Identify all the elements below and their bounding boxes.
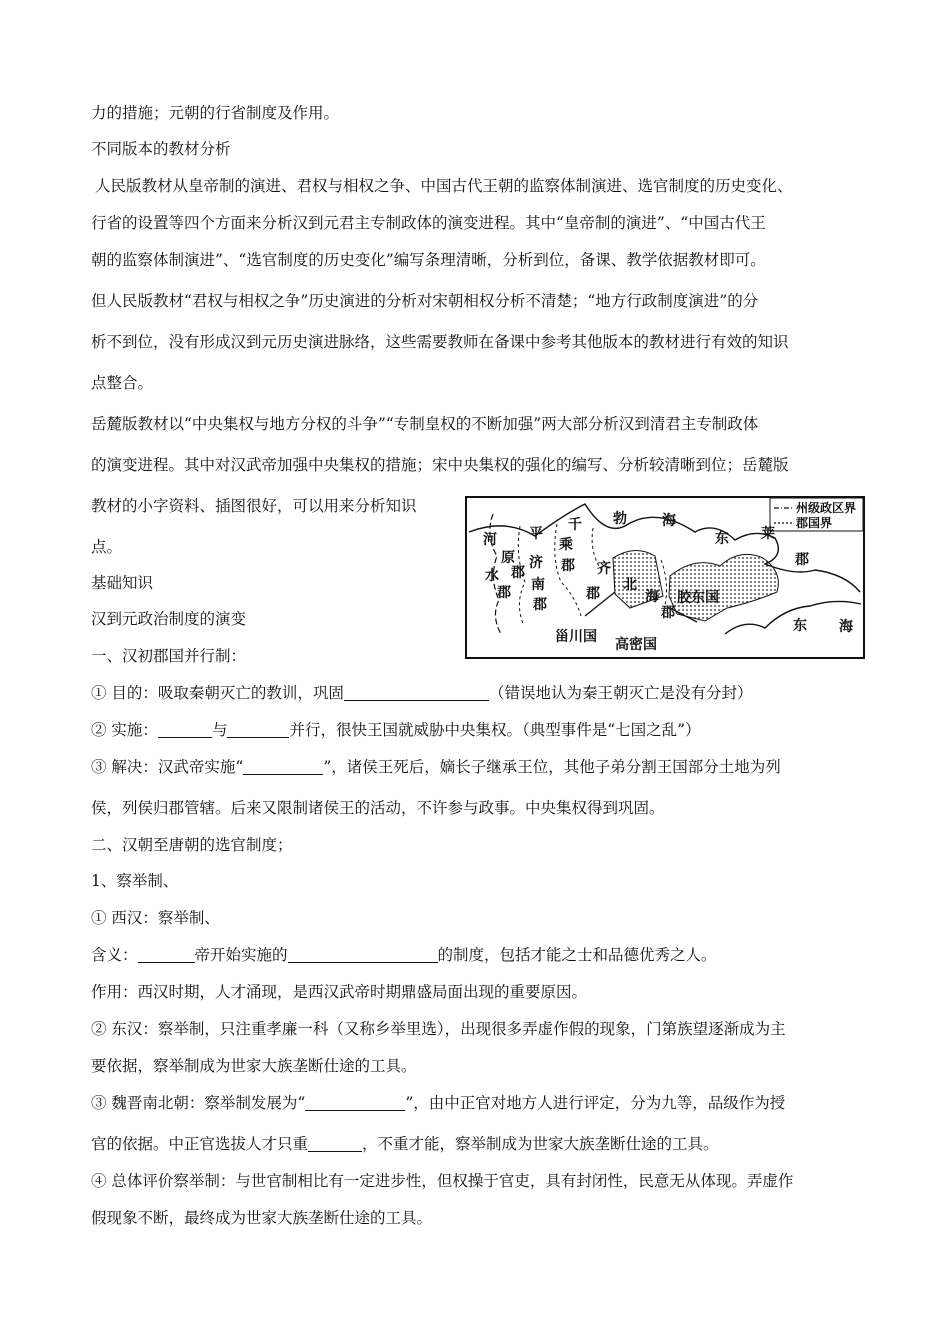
text-segment: （错误地认为秦王朝灭亡是没有分封） xyxy=(488,684,753,702)
answer-blank[interactable] xyxy=(308,1135,362,1152)
answer-blank[interactable] xyxy=(227,721,289,738)
answer-blank[interactable] xyxy=(305,1094,405,1111)
text-segment: 的制度，包括才能之士和品德优秀之人。 xyxy=(437,946,717,964)
text-segment: 并行，很快王国就威胁中央集权。（典型事件是“七国之乱”） xyxy=(289,721,701,739)
question-line xyxy=(91,1133,861,1156)
map-label: 莱 xyxy=(761,526,775,542)
text-segment: ，不重才能，察举制成为世家大族垄断仕途的工具。 xyxy=(362,1135,719,1153)
text-line: 要依据，察举制成为世家大族垄断仕途的工具。 xyxy=(91,1057,417,1075)
map-label: 水 xyxy=(485,568,499,584)
text-line: 行省的设置等四个方面来分析汉到元君主专制政体的演变进程。其中“皇帝制的演进”、“中国古代王 xyxy=(91,214,766,232)
map-label: 胶东国 xyxy=(677,590,719,606)
section-heading: 二、汉朝至唐朝的选官制度； xyxy=(91,836,293,854)
legend-commandery-border-label: 郡国界 xyxy=(796,516,833,530)
section-heading: 汉到元政治制度的演变 xyxy=(91,610,247,628)
text-segment: 与 xyxy=(211,721,228,739)
map-label: 东 xyxy=(793,618,807,634)
map-label: 齐 xyxy=(597,561,611,577)
text-line: 侯，列侯归郡管辖。后来又限制诸侯王的活动，不许参与政事。中央集权得到巩固。 xyxy=(91,799,665,817)
question-line xyxy=(91,682,861,705)
map-label: 乘 xyxy=(559,537,573,553)
text-line: 但人民版教材“君权与相权之争”历史演进的分析对宋朝相权分析不清楚；“地方行政制度演进”的分 xyxy=(91,292,759,310)
map-label: 甾川国 xyxy=(555,629,597,645)
text-line: 人民版教材从皇帝制的演进、君权与相权之争、中国古代王朝的监察体制演进、选官制度的历史变化、 xyxy=(95,177,793,195)
map-label: 郡 xyxy=(795,552,809,568)
section-heading: 不同版本的教材分析 xyxy=(91,140,231,158)
map-label: 郡 xyxy=(497,585,511,601)
text-line: 1、察举制、 xyxy=(91,872,179,890)
text-segment: ”，由中正官对地方人进行评定，分为九等，品级作为授 xyxy=(405,1094,786,1112)
question-line xyxy=(91,944,861,967)
text-line: 点。 xyxy=(91,538,123,556)
map-label: 北 xyxy=(623,577,637,593)
text-line: ① 西汉：察举制、 xyxy=(91,909,220,927)
map-label: 济 xyxy=(529,555,543,571)
answer-blank[interactable] xyxy=(243,758,323,775)
map-label: 平 xyxy=(529,526,543,542)
map-label: 河 xyxy=(483,532,497,548)
text-line: 假现象不断，最终成为世家大族垄断仕途的工具。 xyxy=(91,1209,433,1227)
section-heading: 一、汉初郡国并行制： xyxy=(91,647,247,665)
map-label: 东 xyxy=(715,531,729,547)
question-line xyxy=(91,719,861,742)
text-segment: ③ 解决：汉武帝实施“ xyxy=(91,758,244,776)
answer-blank[interactable] xyxy=(138,946,195,963)
map-label: 海 xyxy=(839,619,853,635)
text-line: 的演变进程。其中对汉武帝加强中央集权的措施；宋中央集权的强化的编写、分析较清晰到位；岳麓版 xyxy=(91,456,789,474)
question-line xyxy=(91,756,861,779)
answer-blank[interactable] xyxy=(158,721,212,738)
answer-blank[interactable] xyxy=(288,946,438,963)
map-label: 郡 xyxy=(661,605,675,621)
answer-blank[interactable] xyxy=(344,684,489,701)
text-segment: ① 目的：吸取秦朝灭亡的教训，巩固 xyxy=(91,684,344,702)
map-label: 千 xyxy=(568,517,582,533)
map-label: 海 xyxy=(645,589,659,605)
text-line: 作用：西汉时期，人才涌现，是西汉武帝时期鼎盛局面出现的重要原因。 xyxy=(91,983,588,1001)
text-segment: ③ 魏晋南北朝：察举制发展为“ xyxy=(91,1094,306,1112)
text-line: 教材的小字资料、插图很好，可以用来分析知识 xyxy=(91,497,417,515)
text-line: ④ 总体评价察举制：与世官制相比有一定进步性，但权操于官吏，具有封闭性，民意无从体现。弄虚作 xyxy=(91,1172,794,1190)
text-line: 力的措施；元朝的行省制度及作用。 xyxy=(91,104,340,122)
text-segment: ”，诸侯王死后，嫡长子继承王位，其他子弟分割王国部分土地为列 xyxy=(323,758,781,776)
map-label: 海 xyxy=(662,513,676,529)
map-label: 郡 xyxy=(586,586,600,602)
map-label: 郡 xyxy=(511,565,525,581)
text-segment: ② 实施： xyxy=(91,721,158,739)
text-line: 析不到位，没有形成汉到元历史演进脉络，这些需要教师在备课中参考其他版本的教材进行有效的知识 xyxy=(91,333,789,351)
map-label: 勃 xyxy=(613,511,627,527)
text-line: 朝的监察体制演进”、“选官制度的历史变化”编写条理清晰，分析到位，备课、教学依据教材即可。 xyxy=(91,251,766,269)
text-segment: 帝开始实施的 xyxy=(194,946,288,964)
map-label: 南 xyxy=(531,577,545,593)
text-segment: 含义： xyxy=(91,946,138,964)
question-line xyxy=(91,1092,861,1115)
map-label: 原 xyxy=(501,550,515,566)
text-line: 岳麓版教材以“中央集权与地方分权的斗争”“专制皇权的不断加强”两大部分析汉到清君主专制政体 xyxy=(91,415,759,433)
map-label: 郡 xyxy=(533,597,547,613)
legend-state-border-label: 州级政区界 xyxy=(796,501,857,515)
map-svg xyxy=(465,496,865,659)
text-line: ② 东汉：察举制，只注重孝廉一科（又称乡举里选），出现很多弄虚作假的现象，门第族望逐渐成为主 xyxy=(91,1020,786,1038)
text-line: 点整合。 xyxy=(91,374,154,392)
han-commandery-map xyxy=(465,496,865,659)
text-segment: 官的依据。中正官选拔人才只重 xyxy=(91,1135,309,1153)
map-label: 高密国 xyxy=(615,637,657,653)
map-label: 郡 xyxy=(561,558,575,574)
section-heading: 基础知识 xyxy=(91,574,154,592)
